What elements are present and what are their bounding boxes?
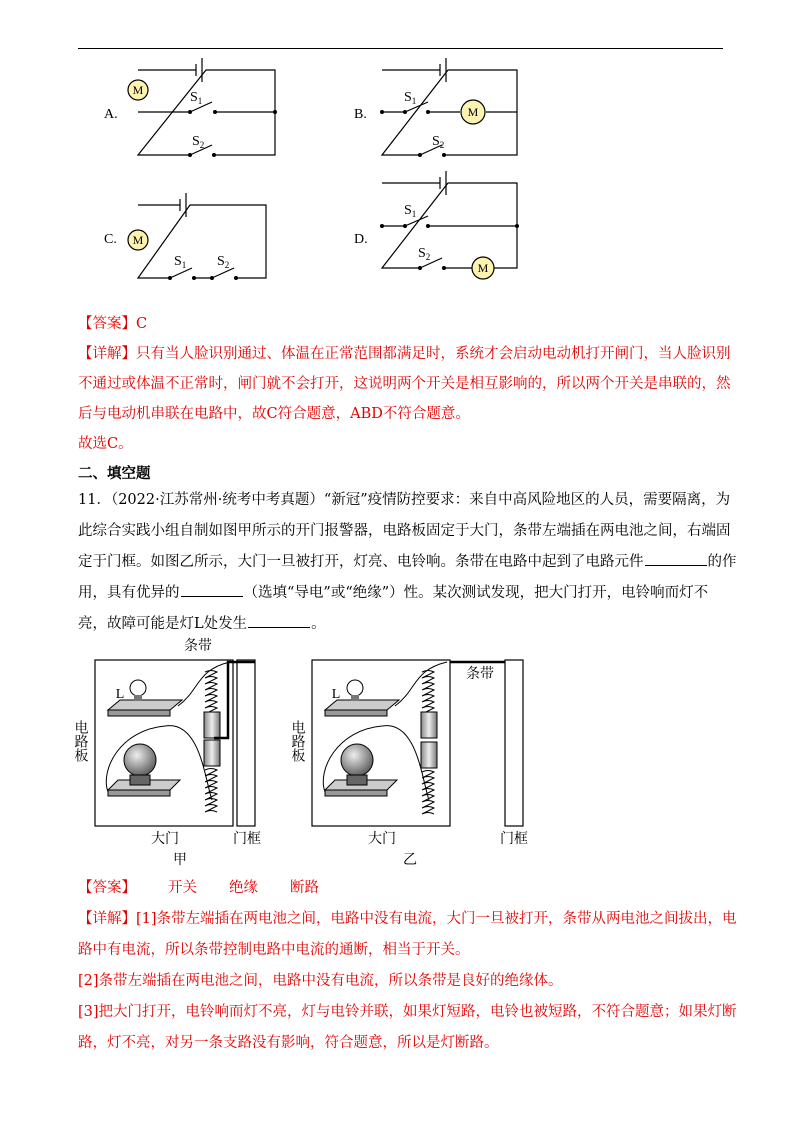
door-label-jia: 大门 [151,832,179,847]
q11-line-3: 定于门框。如图乙所示，大门一旦被打开，灯亮、电铃响。条带在电路中起到了电路元件 的作 [78,554,737,570]
q10-answer: 【答案】C [78,316,148,332]
q10-detail-2: 不通过或体温不正常时，闸门就不会打开，这说明两个开关是相互影响的，所以两个开关是串联的，然 [78,376,731,392]
strip-label-jia: 条带 [184,639,212,654]
motor-icon [128,80,494,279]
svg-text:M: M [467,105,479,119]
svg-text:S1: $S_1$ [190,90,203,106]
svg-text:S1: $S_1$ [174,254,187,270]
svg-text:S2: $S_2$ [192,134,205,150]
option-b-label: B. [354,107,367,122]
frame-label-jia: 门框 [233,832,261,847]
board-label-yi: 电路板 [289,720,305,762]
q10-detail-3: 后与电动机串联在电路中，故C符合题意，ABD不符合题意。 [78,406,470,422]
frame-label-yi: 门框 [500,832,528,847]
lamp-label-yi: L [331,687,341,702]
svg-text:S1: $S_1$ [404,203,417,219]
svg-text:M: M [477,261,489,275]
svg-text:S2: $S_2$ [432,134,445,150]
blank-3 [248,626,310,628]
circuit-options [0,0,800,300]
board-label-jia: 电路板 [72,720,88,762]
q11-line-5: 亮，故障可能是灯L处发生 。 [78,616,326,632]
svg-text:M: M [132,83,144,97]
strip-label-yi: 条带 [466,667,494,682]
q11-line-2: 此综合实践小组自制如图甲所示的开门报警器，电路板固定于大门，条带左端插在两电池之间，右端固 [78,523,731,539]
q11-detail-1b: 路中有电流，所以条带控制电路中电流的通断，相当于开关。 [78,942,470,958]
q11-detail-3b: 路，灯不亮，对另一条支路没有影响，符合题意，所以是灯断路。 [78,1035,499,1051]
q11-detail-3a: [3]把大门打开，电铃响而灯不亮，灯与电铃并联，如果灯短路，电铃也被短路，不符合题意；如果灯断 [78,1004,737,1020]
svg-text:S1: $S_1$ [404,90,417,106]
option-d-label: D. [354,232,368,247]
q11-answer: 【答案】 开关 绝缘 断路 [78,880,319,896]
lamp-label-jia: L [115,687,125,702]
q11-line-1: 11．（2022·江苏常州·统考中考真题）“新冠”疫情防控要求：来自中高风险地区的人员，需要隔离，为 [78,492,731,508]
option-a-label: A. [104,107,118,122]
caption-yi: 乙 [403,853,417,868]
circuit-b [382,58,517,155]
caption-jia: 甲 [173,853,187,868]
circuit-c [138,193,266,278]
q11-line-4: 用，具有优异的 （选填“导电”或“绝缘”）性。某次测试发现，把大门打开，电铃响而灯不 [78,585,709,601]
door-alarm-figure [0,630,800,870]
q10-conclusion: 故选C。 [78,436,133,452]
q11-detail-2: [2]条带左端插在两电池之间，电路中没有电流，所以条带是良好的绝缘体。 [78,973,563,989]
figure-jia [95,660,255,826]
circuit-a [138,58,275,155]
q11-detail-1a: 【详解】[1]条带左端插在两电池之间，电路中没有电流，大门一旦被打开，条带从两电池之间拔出，电 [78,911,737,927]
q10-detail-1: 【详解】只有当人脸识别通过、体温在正常范围都满足时，系统才会启动电动机打开闸门，当人脸识别 [78,346,731,362]
figure-yi [312,660,523,826]
door-label-yi: 大门 [368,832,396,847]
blank-2 [181,595,243,597]
option-c-label: C. [104,232,117,247]
svg-text:S2: $S_2$ [418,246,431,262]
blank-1 [645,564,707,566]
svg-text:S2: $S_2$ [217,254,230,270]
circuit-d [382,171,517,268]
svg-text:M: M [132,233,144,247]
section-title: 二、填空题 [78,465,151,482]
